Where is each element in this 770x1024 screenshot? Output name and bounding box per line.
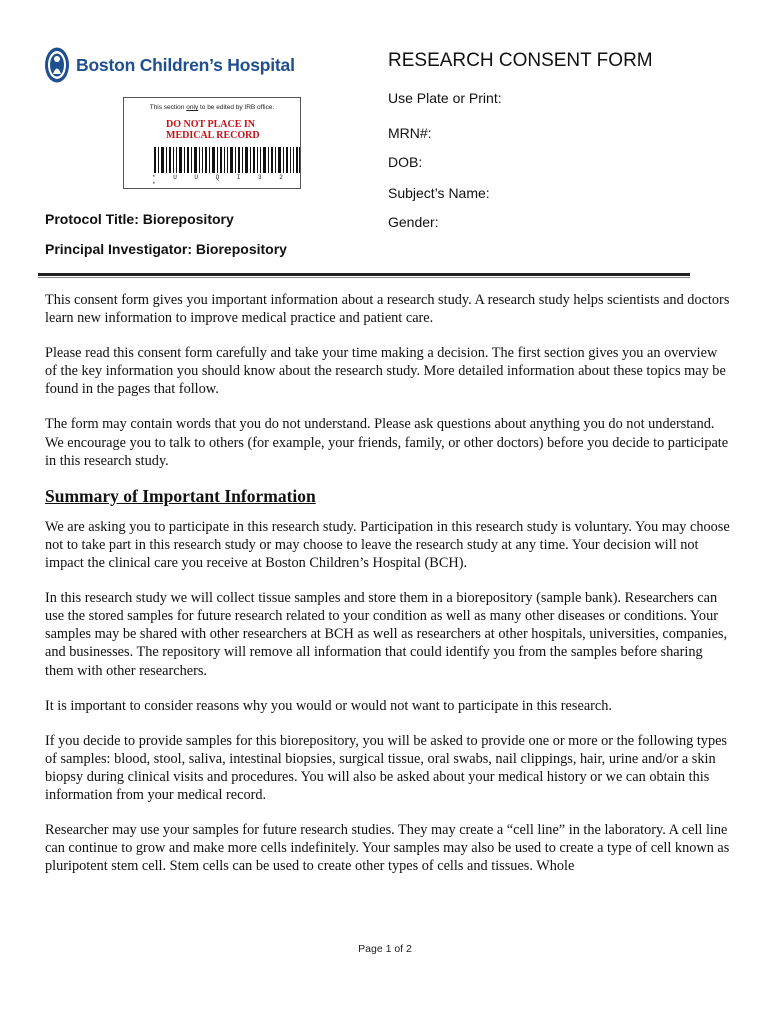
header-divider <box>38 273 690 276</box>
hospital-name: Boston Children’s Hospital <box>76 54 295 75</box>
barcode-digits: * U U Q I 3 2 * <box>152 174 290 188</box>
barcode-image <box>154 147 300 173</box>
mrn-field: MRN#: <box>388 125 432 141</box>
subject-name-field: Subject’s Name: <box>388 185 490 201</box>
consent-body <box>45 291 731 892</box>
paragraph-voluntary: We are asking you to participate in this research study. Participation in this research study is voluntary. You may choose not to take part in this research study or may choose to leave the research study at any time. Your decision will not impact the clinical care you receive at Boston Children’s Hospital (BCH). <box>45 518 730 572</box>
gender-field: Gender: <box>388 214 439 230</box>
paragraph-biorepository: In this research study we will collect tissue samples and store them in a biorepository (sample bank). Researchers can use the stored samples for future research related to your condition as well as many other diseases or conditions. Your samples may be shared with other researchers at BCH as well as researchers at other hospitals, universities, companies, and businesses. The repository will remove all information that could identify you from the samples before sharing them with other researchers. <box>45 590 728 679</box>
paragraph-future-research: Researcher may use your samples for future research studies. They may create a “cell line” in the laboratory. A cell line can continue to grow and make more cells indefinitely. Your samples may also be used to create a type of cell known as pluripotent stem cell. Stem cells can be used to create other types of cells and tissues. Whole <box>45 822 730 875</box>
paragraph-consider-reasons: It is important to consider reasons why you would or would not want to participate in this research. <box>45 697 612 714</box>
use-plate-label: Use Plate or Print: <box>388 90 502 106</box>
irb-note: This section only to be edited by IRB office. <box>149 104 275 111</box>
summary-heading: Summary of Important Information <box>45 485 316 506</box>
header-divider-thin <box>38 277 690 278</box>
dob-field: DOB: <box>388 154 423 170</box>
hospital-logo <box>44 46 295 84</box>
paragraph-sample-types: If you decide to provide samples for this biorepository, you will be asked to provide one or more or the following types of samples: blood, stool, saliva, intestinal biopsies, surgical tissue, oral swabs, nail clippings, hair, urine and/or a skin biopsy during clinical visits and procedures. You will also be asked about your medical history or we can obtain this information from your medical record. <box>45 732 727 803</box>
paragraph-ask-questions: The form may contain words that you do not understand. Please ask questions about anything you do not understand. We encourage you to talk to others (for example, your friends, family, or other doctors) before you decide to participate in this research study. <box>45 416 729 469</box>
hospital-seal-icon <box>44 46 70 84</box>
do-not-place-warning: DO NOT PLACE IN MEDICAL RECORD <box>166 119 260 141</box>
paragraph-intro: This consent form gives you important information about a research study. A research study helps scientists and doctors learn new information to improve medical practice and patient care. <box>45 292 730 327</box>
page-number: Page 1 of 2 <box>358 943 412 955</box>
principal-investigator: Principal Investigator: Biorepository <box>45 241 287 257</box>
irb-office-box <box>123 97 301 189</box>
paragraph-read-carefully: Please read this consent form carefully and take your time making a decision. The first section gives you an overview of the key information you should know about the research study. More detailed information about these topics may be found in the pages that follow. <box>45 345 726 398</box>
protocol-title: Protocol Title: Biorepository <box>45 211 234 227</box>
form-title: RESEARCH CONSENT FORM <box>388 50 653 71</box>
